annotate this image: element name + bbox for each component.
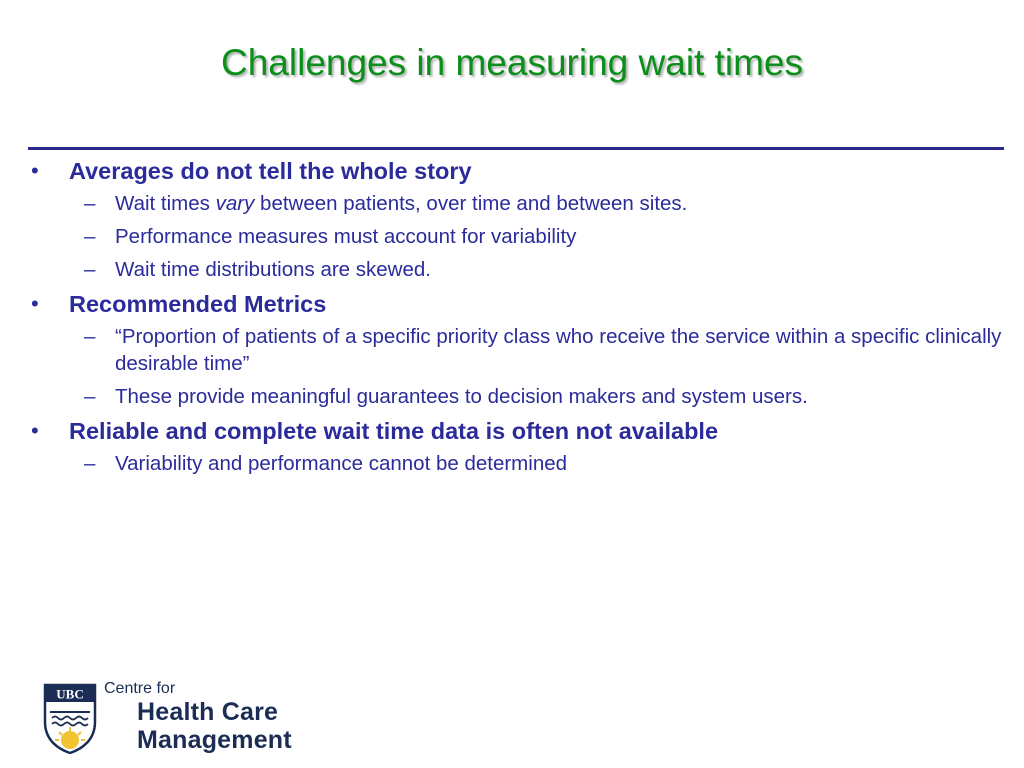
sub-bullet-marker: – (84, 192, 96, 215)
sub-bullet-text: Wait time distributions are skewed. (115, 258, 431, 281)
title-divider (28, 147, 1004, 150)
logo-title-line-2: Management (137, 726, 292, 754)
sub-bullet-text: These provide meaningful guarantees to decision makers and system users. (115, 385, 808, 408)
bullet-marker: • (31, 291, 39, 316)
sub-bullet-marker: – (84, 258, 96, 281)
sub-bullet-marker: – (84, 385, 96, 408)
sub-bullet-marker: – (84, 225, 96, 248)
sub-bullet-item (69, 190, 1018, 217)
bullet-list (28, 156, 1018, 483)
sub-bullet-item (69, 256, 1018, 283)
sub-bullet-text: Wait times (115, 192, 216, 215)
logo-title-line-1: Health Care (137, 698, 279, 726)
sub-bullet-list (69, 190, 1018, 283)
ubc-crest-icon (42, 682, 98, 754)
bullet-item (28, 156, 1018, 283)
sub-bullet-marker: – (84, 452, 96, 475)
bullet-marker: • (31, 418, 39, 443)
sub-bullet-item (69, 450, 1018, 477)
sub-bullet-item (69, 383, 1018, 410)
bullet-heading: Reliable and complete wait time data is often not available (69, 418, 719, 444)
sub-bullet-marker: – (84, 325, 96, 348)
bullet-heading: Recommended Metrics (69, 291, 327, 317)
sub-bullet-item (69, 323, 1018, 377)
sub-bullet-text: “Proportion of patients of a specific priority class who receive the service within a specific clinically desirable time” (115, 325, 1002, 375)
sub-bullet-text: between patients, over time and between sites. (254, 192, 688, 215)
bullet-item (28, 289, 1018, 410)
sub-bullet-item (69, 223, 1018, 250)
sub-bullet-list (69, 323, 1018, 410)
sub-bullet-text: Performance measures must account for variability (115, 225, 577, 248)
emphasis-text: vary (215, 192, 255, 215)
bullet-item (28, 416, 1018, 477)
sub-bullet-text: Variability and performance cannot be determined (115, 452, 568, 475)
sub-bullet-list (69, 450, 1018, 477)
bullet-marker: • (31, 158, 39, 183)
logo-subtitle: Centre for (104, 680, 176, 697)
bullet-heading: Averages do not tell the whole story (69, 158, 472, 184)
centre-logo (42, 680, 322, 760)
slide-title: Challenges in measuring wait times (221, 42, 803, 83)
crest-text: UBC (56, 686, 84, 702)
